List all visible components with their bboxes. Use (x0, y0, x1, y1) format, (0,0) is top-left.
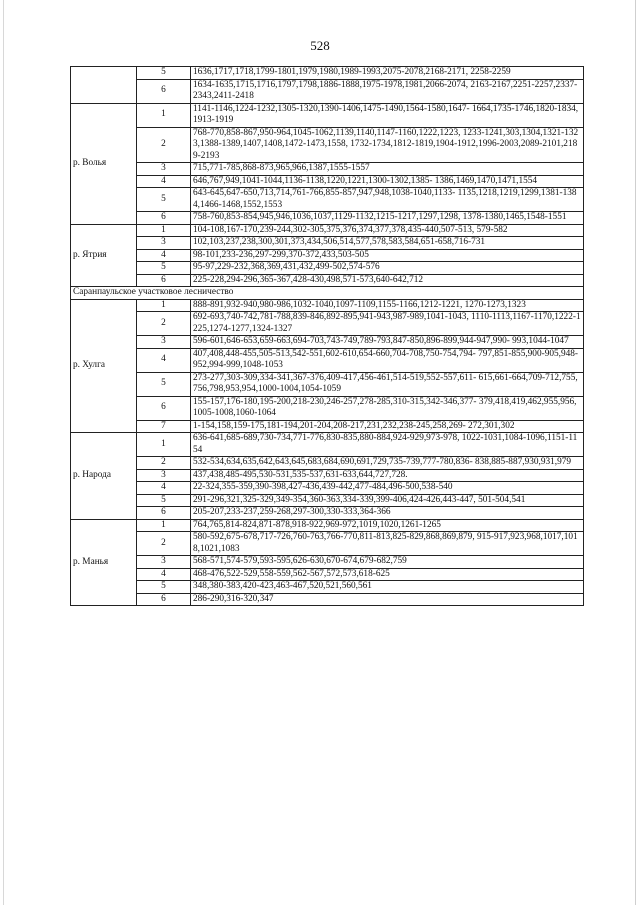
quarter-number: 5 (137, 188, 191, 212)
forestry-name: Саранпаульское участковое лесничество (71, 287, 584, 300)
quarter-number: 1 (137, 433, 191, 457)
table-row (71, 568, 584, 581)
table-row (71, 372, 584, 396)
table-row (71, 212, 584, 225)
quarter-number: 6 (137, 593, 191, 606)
plot-numbers: 568-571,574-579,593-595,626-630,670-674,679-682,759 (191, 556, 584, 569)
quarter-number: 1 (137, 519, 191, 532)
table-row (71, 103, 584, 127)
table-row (71, 299, 584, 312)
plot-numbers: 95-97,229-232,368,369,431,432,499-502,574-576 (191, 262, 584, 275)
plot-numbers: 102,103,237,238,300,301,373,434,506,514,577,578,583,584,651-658,716-731 (191, 237, 584, 250)
river-name: р. Манья (71, 519, 137, 606)
plot-numbers: 468-476,522-529,558-559,562-567,572,573,618-625 (191, 568, 584, 581)
quarter-number: 4 (137, 249, 191, 262)
page-number: 528 (310, 38, 330, 53)
plot-numbers: 643-645,647-650,713,714,761-766,855-857,947,948,1038-1040,1133- 1135,1218,1219,1299,1381-1384,1466-1468,1552,1553 (191, 188, 584, 212)
plots-table (70, 66, 584, 606)
table-row (71, 249, 584, 262)
quarter-number: 6 (137, 507, 191, 520)
table-row (71, 163, 584, 176)
quarter-number: 3 (137, 163, 191, 176)
plot-numbers: 1141-1146,1224-1232,1305-1320,1390-1406,1475-1490,1564-1580,1647- 1664,1735-1746,1820-1834,1913-1919 (191, 103, 584, 127)
quarter-number: 3 (137, 469, 191, 482)
table-row (71, 224, 584, 237)
table-row (71, 336, 584, 349)
quarter-number: 5 (137, 372, 191, 396)
table-row (71, 556, 584, 569)
table-row (71, 175, 584, 188)
quarter-number: 1 (137, 103, 191, 127)
quarter-number: 6 (137, 274, 191, 287)
table-row (71, 519, 584, 532)
plot-numbers: 273-277,303-309,334-341,367-376,409-417,456-461,514-519,552-557,611- 615,661-664,709-712,755,756,798,953,954,1000-1004,1054-1059 (191, 372, 584, 396)
quarter-number: 4 (137, 175, 191, 188)
quarter-number: 2 (137, 532, 191, 556)
quarter-number: 2 (137, 457, 191, 470)
table-row (71, 79, 584, 103)
table-row (71, 507, 584, 520)
scan-edge-left (3, 0, 4, 905)
table-row (71, 312, 584, 336)
table-row (71, 494, 584, 507)
table-row (71, 581, 584, 594)
quarter-number: 6 (137, 212, 191, 225)
quarter-number: 4 (137, 348, 191, 372)
plot-numbers: 291-296,321,325-329,349-354,360-363,334-339,399-406,424-426,443-447, 501-504,541 (191, 494, 584, 507)
table-row (71, 469, 584, 482)
plot-numbers: 98-101,233-236,297-299,370-372,433,503-505 (191, 249, 584, 262)
plot-numbers: 692-693,740-742,781-788,839-846,892-895,941-943,987-989,1041-1043, 1110-1113,1167-1170,1222-1225,1274-1277,1324-1327 (191, 312, 584, 336)
quarter-number: 6 (137, 79, 191, 103)
plot-numbers: 1-154,158,159-175,181-194,201-204,208-217,231,232,238-245,258,269- 272,301,302 (191, 420, 584, 433)
table-row (71, 532, 584, 556)
table-row (71, 262, 584, 275)
table-row (71, 237, 584, 250)
river-name: р. Волья (71, 103, 137, 224)
table-row (71, 482, 584, 495)
table-row (71, 274, 584, 287)
plot-numbers: 348,380-383,420-423,463-467,520,521,560,561 (191, 581, 584, 594)
plot-numbers: 225-228,294-296,365-367,428-430,498,571-573,640-642,712 (191, 274, 584, 287)
table-row (71, 420, 584, 433)
quarter-number: 4 (137, 568, 191, 581)
table-row (71, 67, 584, 80)
quarter-number: 2 (137, 312, 191, 336)
river-name: р. Народа (71, 433, 137, 520)
plot-numbers: 715,771-785,868-873,965,966,1387,1555-1557 (191, 163, 584, 176)
plot-numbers: 636-641,685-689,730-734,771-776,830-835,880-884,924-929,973-978, 1022-1031,1084-1096,1151-1154 (191, 433, 584, 457)
table-row (71, 593, 584, 606)
plot-numbers: 768-770,858-867,950-964,1045-1062,1139,1140,1147-1160,1222,1223, 1233-1241,303,1304,1321-1323,1388-1389,1407,1408,1472-1473,1558, 1732-1734,1812-1819,1904-1912,1996-2003,2089-2101,2189-2193 (191, 127, 584, 163)
plot-numbers: 580-592,675-678,717-726,760-763,766-770,811-813,825-829,868,869,879, 915-917,923,968,1017,1018,1021,1083 (191, 532, 584, 556)
quarter-number: 5 (137, 67, 191, 80)
table-row (71, 433, 584, 457)
river-name: р. Ятрия (71, 224, 137, 287)
quarter-number: 1 (137, 299, 191, 312)
plot-numbers: 532-534,634,635,642,643,645,683,684,690,691,729,735-739,777-780,836- 838,885-887,930,931,979 (191, 457, 584, 470)
table-row (71, 127, 584, 163)
plot-numbers: 1634-1635,1715,1716,1797,1798,1886-1888,1975-1978,1981,2066-2074, 2163-2167,2251-2257,2337-2343,2411-2418 (191, 79, 584, 103)
plot-numbers: 407,408,448-455,505-513,542-551,602-610,654-660,704-708,750-754,794- 797,851-855,900-905,948-952,994-999,1048-1053 (191, 348, 584, 372)
plot-numbers: 758-760,853-854,945,946,1036,1037,1129-1132,1215-1217,1297,1298, 1378-1380,1465,1548-1551 (191, 212, 584, 225)
quarter-number: 6 (137, 396, 191, 420)
quarter-number: 3 (137, 336, 191, 349)
plot-numbers: 104-108,167-170,239-244,302-305,375,376,374,377,378,435-440,507-513, 579-582 (191, 224, 584, 237)
quarter-number: 3 (137, 556, 191, 569)
river-name: р. Хулга (71, 299, 137, 433)
plot-numbers: 205-207,233-237,259-268,297-300,330-333,364-366 (191, 507, 584, 520)
quarter-number: 2 (137, 127, 191, 163)
plot-numbers: 22-324,355-359,390-398,427-436,439-442,477-484,496-500,538-540 (191, 482, 584, 495)
plot-numbers: 1636,1717,1718,1799-1801,1979,1980,1989-1993,2075-2078,2168-2171, 2258-2259 (191, 67, 584, 80)
river-name (71, 67, 137, 104)
plot-numbers: 646,767,949,1041-1044,1136-1138,1220,1221,1300-1302,1385- 1386,1469,1470,1471,1554 (191, 175, 584, 188)
table-row (71, 188, 584, 212)
quarter-number: 5 (137, 262, 191, 275)
plot-numbers: 596-601,646-653,659-663,694-703,743-749,789-793,847-850,896-899,944-947,990- 993,1044-1047 (191, 336, 584, 349)
forestry-header-row (71, 287, 584, 300)
table-row (71, 348, 584, 372)
quarter-number: 5 (137, 581, 191, 594)
plot-numbers: 437,438,485-495,530-531,535-537,631-633,644,727,728. (191, 469, 584, 482)
quarter-number: 1 (137, 224, 191, 237)
plots-table-body (71, 67, 584, 606)
plot-numbers: 286-290,316-320,347 (191, 593, 584, 606)
plot-numbers: 888-891,932-940,980-986,1032-1040,1097-1109,1155-1166,1212-1221, 1270-1273,1323 (191, 299, 584, 312)
plot-numbers: 764,765,814-824,871-878,918-922,969-972,1019,1020,1261-1265 (191, 519, 584, 532)
table-row (71, 396, 584, 420)
quarter-number: 7 (137, 420, 191, 433)
quarter-number: 5 (137, 494, 191, 507)
plot-numbers: 155-157,176-180,195-200,218-230,246-257,278-285,310-315,342-346,377- 379,418,419,462,955,956,1005-1008,1060-1064 (191, 396, 584, 420)
scan-edge-right (635, 0, 636, 905)
quarter-number: 3 (137, 237, 191, 250)
quarter-number: 4 (137, 482, 191, 495)
table-row (71, 457, 584, 470)
